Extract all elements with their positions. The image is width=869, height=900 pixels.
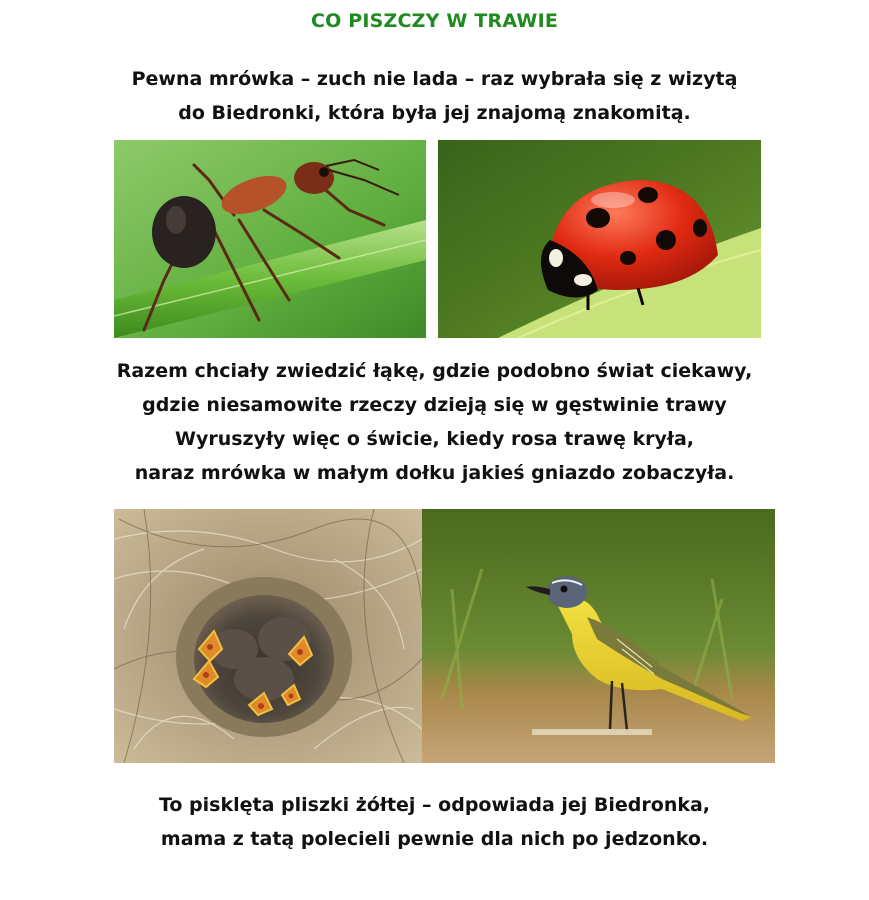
wagtail-photo (422, 509, 775, 763)
ladybird-photo (438, 140, 761, 338)
verse-line: Razem chciały zwiedzić łąkę, gdzie podobno świat ciekawy, (116, 360, 753, 382)
ant-photo (114, 140, 426, 338)
verse-line: naraz mrówka w małym dołku jakieś gniazdo zobaczyła. (134, 462, 735, 484)
verse-line: do Biedronki, która była jej znajomą znakomitą. (178, 102, 691, 124)
verse-line: Pewna mrówka – zuch nie lada – raz wybrała się z wizytą (131, 68, 738, 90)
verse-line: Wyruszyły więc o świcie, kiedy rosa trawę kryła, (174, 428, 695, 450)
verse-line: To pisklęta pliszki żółtej – odpowiada jej Biedronka, (158, 794, 711, 816)
nest-photo (114, 509, 422, 763)
stanza-3 (0, 788, 869, 856)
stanza-2 (0, 354, 869, 490)
verse-line: mama z tatą polecieli pewnie dla nich po jedzonko. (160, 828, 709, 850)
page-title: CO PISZCZY W TRAWIE (310, 10, 559, 32)
stanza-1 (0, 62, 869, 130)
verse-line: gdzie niesamowite rzeczy dzieją się w gęstwinie trawy (142, 394, 727, 416)
